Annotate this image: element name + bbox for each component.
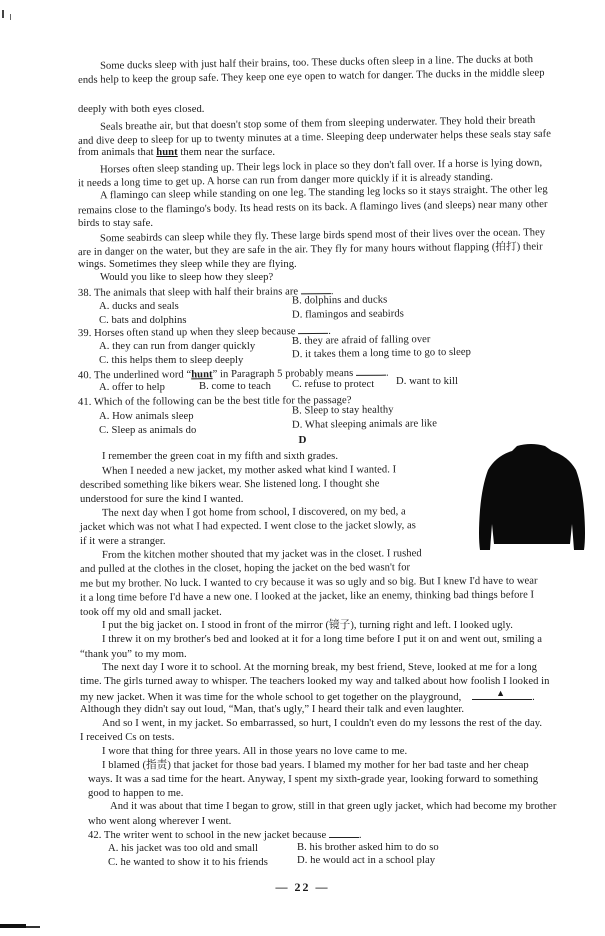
- passage-line: [80, 561, 445, 576]
- passage-line: [80, 535, 166, 548]
- text: Would you like to sleep how they sleep?: [100, 272, 274, 283]
- text: if it were a stranger.: [80, 536, 166, 547]
- text: A flamingo can sleep while standing on one leg. The standing leg locks so it stays straight. The other leg: [99, 184, 548, 202]
- question-stem: The writer went to school in the new jacket because: [103, 830, 327, 841]
- text: described something like bikers wear. She listened long. I thought she: [79, 478, 380, 491]
- question-stem: The animals that sleep with half their brains are: [93, 286, 299, 299]
- option-c: C. he wanted to show it to his friends: [108, 857, 268, 868]
- passage-line: [78, 146, 275, 159]
- text: ways. It was a sad time for the heart. Anyway, I spent my sixth-grade year, looking forward to something: [88, 774, 539, 785]
- passage-line: [78, 258, 297, 271]
- answer-blank: [329, 828, 359, 838]
- question-38: 38. The animals that sleep with half their brains are .: [77, 286, 334, 299]
- text: and pulled at the clothes in the closet, hoping the jacket on the bed wasn't for: [79, 562, 411, 575]
- text: understood for sure the kind I wanted.: [80, 494, 244, 505]
- question-stem: Horses often stand up when they sleep because: [94, 326, 296, 339]
- passage-line: [88, 773, 582, 786]
- passage-line: [102, 661, 582, 674]
- option-b: B. Sleep to stay healthy: [291, 404, 394, 417]
- text: it needs a long time to get up. A horse can run from danger more quickly if it is already standing.: [77, 171, 494, 190]
- text: The next day I wore it to school. At the morning break, my best friend, Steve, looked at me for a long: [102, 662, 537, 673]
- answer-blank: [356, 366, 386, 376]
- scan-artifact: [10, 14, 11, 20]
- text: From the kitchen mother shouted that my jacket was in the closet. I rushed: [101, 548, 422, 561]
- jacket-image: [472, 440, 590, 558]
- passage-line: my new jacket. When it was time for the whole school to get together on the playground, ▲ .: [80, 688, 535, 703]
- passage-line: [102, 633, 582, 646]
- text: it a long time before I'd have a new one. I looked at the jacket, like an enemy, thinking bad things before I: [79, 589, 535, 604]
- text: deeply with both eyes closed.: [78, 104, 205, 115]
- passage-line: [80, 675, 582, 688]
- text: ” in Paragraph 5 probably means: [212, 367, 354, 381]
- text: ends help to keep the group safe. They keep one eye open to watch for danger. The ducks in the middle sleep: [77, 67, 545, 86]
- text: who went along wherever I went.: [88, 816, 232, 827]
- text: time. The girls turned away to whisper. The teachers looked my way and talked about how foolish I looked in: [80, 676, 550, 687]
- text: Although they didn't say out loud, “Man, that's ugly,” I heard their talk and even laughter.: [80, 704, 465, 715]
- text: remains close to the flamingo's body. Its head rests on its back. A flamingo lives (and sleeps) near many other: [77, 198, 548, 217]
- passage-line: [78, 103, 205, 116]
- text: and dive deep to sleep for up to twenty minutes at a time. Sleeping deep underwater helps these seals stay safe: [77, 128, 552, 147]
- question-39: 39. Horses often stand up when they sleep because .: [77, 325, 331, 340]
- option-c: C. bats and dolphins: [99, 315, 187, 326]
- passage-line: [80, 703, 464, 716]
- passage-line: [102, 759, 582, 772]
- passage-line: [80, 731, 174, 744]
- option-b: B. come to teach: [199, 381, 271, 392]
- scan-artifact: [0, 924, 26, 928]
- option-a: A. offer to help: [99, 382, 165, 393]
- text: them near the surface.: [177, 147, 276, 158]
- text: I put the big jacket on. I stood in front of the mirror (镜子), turning right and left. I looked ugly.: [102, 620, 513, 631]
- section-heading-d: D: [298, 434, 307, 446]
- text: The underlined word “: [93, 369, 192, 382]
- passage-line: [80, 588, 582, 605]
- question-number: 40.: [77, 370, 92, 382]
- text: I threw it on my brother's bed and looked at it for a long time before I put it on and went out, smiling a: [102, 634, 542, 645]
- passage-line: [88, 787, 184, 800]
- passage-line: [110, 800, 582, 813]
- text: Some ducks sleep with just half their brains, too. These ducks often sleep in a line. The ducks at both: [99, 53, 534, 72]
- option-d: D. flamingos and seabirds: [291, 308, 404, 321]
- option-b: B. they are afraid of falling over: [291, 334, 431, 347]
- option-a: A. ducks and seals: [99, 301, 179, 312]
- option-d: D. What sleeping animals are like: [291, 418, 438, 431]
- passage-line: [102, 450, 338, 463]
- option-b: B. his brother asked him to do so: [297, 842, 439, 853]
- text: are in danger on the water, but they are safe in the air. They fly for many hours without flapping (拍打) their: [77, 241, 543, 259]
- option-c: C. this helps them to sleep deeply: [99, 355, 244, 366]
- triangle-marker-icon: ▲: [496, 688, 506, 698]
- passage-line: [80, 477, 445, 492]
- text: Horses often sleep standing up. Their legs lock in place so they don't fall over. If a horse is lying down,: [99, 157, 543, 176]
- page-number: — 22 —: [275, 880, 330, 894]
- passage-line: [80, 606, 222, 619]
- text: jacket which was not what I had expected. I went close to the jacket slowly, as: [79, 520, 417, 533]
- passage-line: [88, 815, 231, 828]
- text: I received Cs on tests.: [80, 732, 175, 743]
- text: birds to stay safe.: [78, 218, 154, 229]
- scan-artifact: [26, 926, 40, 928]
- text: Seals breathe air, but that doesn't stop some of them from sleeping underwater. They hold their breath: [99, 114, 536, 133]
- text: The next day when I got home from school, I discovered, on my bed, a: [101, 506, 406, 519]
- passage-line: [102, 547, 445, 562]
- underlined-word-hunt: hunt: [156, 147, 178, 158]
- text: my new jacket. When it was time for the whole school to get together on the playground,: [80, 692, 462, 703]
- question-number: 42.: [88, 830, 102, 841]
- answer-blank: [298, 324, 328, 334]
- text: took off my old and small jacket.: [80, 607, 222, 618]
- underlined-word-hunt: hunt: [191, 369, 213, 381]
- passage-line: [102, 505, 445, 520]
- option-d: D. want to kill: [396, 376, 458, 387]
- passage-line: [80, 648, 187, 661]
- text: I wore that thing for three years. All in those years no love came to me.: [102, 746, 408, 757]
- text: And it was about that time I began to grow, still in that green ugly jacket, which had become my brother: [110, 801, 557, 812]
- option-d: D. he would act in a school play: [297, 855, 436, 866]
- passage-line: [102, 463, 445, 478]
- question-number: 38.: [77, 287, 92, 299]
- passage-line: [80, 493, 243, 506]
- passage-line: [102, 717, 582, 730]
- option-c: C. Sleep as animals do: [99, 425, 197, 436]
- text: I blamed (指责) that jacket for those bad years. I blamed my mother for her bad taste and her cheap: [102, 760, 529, 771]
- text: from animals that: [78, 147, 157, 158]
- passage-line: [80, 519, 445, 534]
- option-a: A. they can run from danger quickly: [99, 341, 256, 352]
- question-number: 41.: [77, 396, 92, 408]
- option-d: D. it takes them a long time to go to sleep: [291, 346, 472, 361]
- scan-artifact: [2, 10, 4, 18]
- text: Some seabirds can sleep while they fly. These large birds spend most of their lives over the ocean. They: [99, 227, 546, 245]
- passage-line: [102, 619, 513, 632]
- text: wings. Sometimes they sleep while they are flying.: [78, 259, 297, 270]
- option-a: A. How animals sleep: [99, 411, 194, 422]
- text: good to happen to me.: [88, 788, 184, 799]
- question-stem: Which of the following can be the best title for the passage?: [93, 395, 352, 408]
- text: “thank you” to my mom.: [80, 649, 187, 660]
- passage-line: [102, 745, 407, 758]
- text: When I needed a new jacket, my mother asked what kind I wanted. I: [101, 464, 397, 477]
- question-42: 42. The writer went to school in the new jacket because .: [88, 830, 362, 841]
- passage-line: [78, 217, 153, 230]
- jacket-icon: [479, 444, 585, 550]
- text: me but my brother. No luck. I wanted to cry because it was so ugly and so big. But I knew I'd have to wear: [79, 575, 538, 590]
- option-b: B. dolphins and ducks: [291, 294, 388, 307]
- text: I remember the green coat in my fifth and sixth grades.: [102, 451, 339, 462]
- question-40: 40. The underlined word “hunt” in Paragraph 5 probably means .: [77, 367, 389, 382]
- passage-line: [100, 271, 273, 284]
- answer-blank: [301, 284, 331, 294]
- option-c: C. refuse to protect: [292, 379, 375, 390]
- text: And so I went, in my jacket. So embarrassed, so hurt, I couldn't even do my lessons the rest of the day.: [102, 718, 543, 729]
- option-a: A. his jacket was too old and small: [108, 843, 259, 854]
- question-number: 39.: [77, 327, 92, 340]
- answer-blank: [472, 689, 532, 700]
